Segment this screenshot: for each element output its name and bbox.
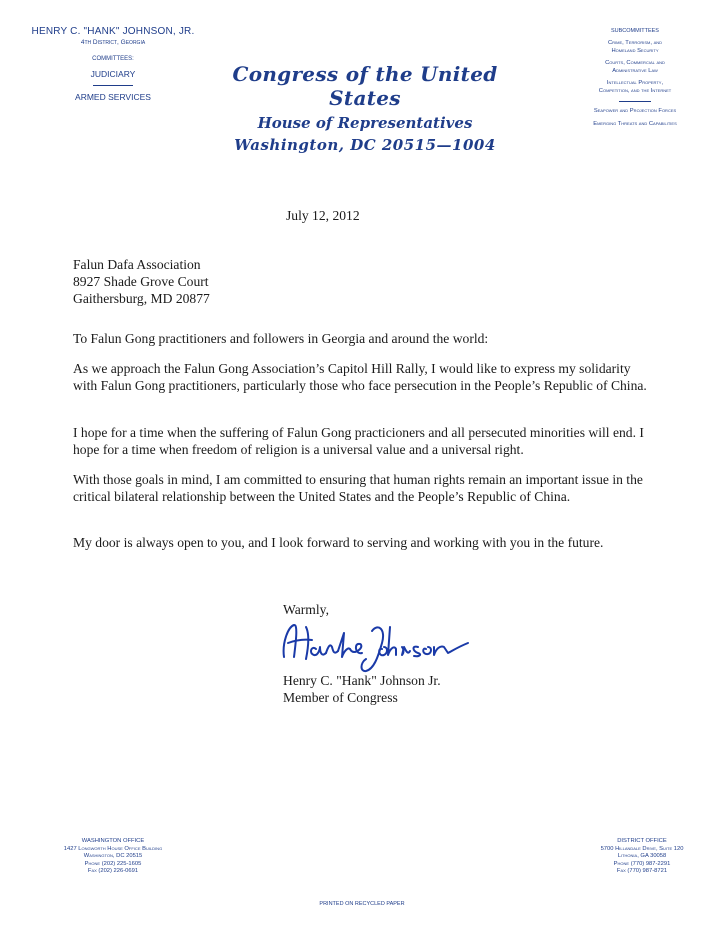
office-line: Phone (202) 225-1605	[84, 860, 142, 867]
salutation: To Falun Gong practitioners and followers in Georgia and around the world:	[73, 331, 489, 346]
signer-name: Henry C. "Hank" Johnson Jr.	[283, 673, 441, 688]
closing: Warmly,	[283, 602, 329, 617]
committee-divider	[93, 85, 133, 86]
city-zip: Washington, DC 20515—1004	[234, 136, 496, 154]
committee-judiciary: JUDICIARY	[90, 69, 136, 79]
address-line: Gaithersburg, MD 20877	[73, 291, 210, 306]
office-line: Fax (202) 226-0691	[87, 868, 139, 875]
recipient-address	[73, 256, 210, 307]
signer-block	[283, 672, 441, 706]
congress-title: Congress of the United States	[232, 62, 498, 110]
paragraph-3: With those goals in mind, I am committed to ensuring that human rights remain an important issue in the critical bilateral relationship between the United States and the People’s Republic of China.	[73, 472, 643, 504]
letterhead-center	[200, 62, 530, 154]
subcommittee-line: Homeland Security	[611, 47, 659, 54]
letter-date: July 12, 2012	[286, 208, 360, 223]
office-line: Fax (770) 987-8721	[616, 868, 668, 875]
office-line: 5700 Hillandale Drive, Suite 120	[600, 845, 684, 852]
committee-armed-services: ARMED SERVICES	[75, 92, 151, 102]
paragraph-2: I hope for a time when the suffering of Falun Gong practicioners and all persecuted minorities will end. I hope for a time when freedom of religion is a universal value and a universal right.	[73, 425, 644, 457]
district-label: 4th District, Georgia	[80, 39, 146, 46]
letterhead-left	[18, 26, 208, 102]
subcommittee-divider	[619, 101, 651, 102]
subcommittee-list-1	[560, 40, 710, 95]
subcommittee-list-2	[560, 108, 710, 128]
house-title: House of Representatives	[257, 114, 473, 132]
subcommittee-line: Competition, and the Internet	[598, 87, 672, 94]
office-line: DISTRICT OFFICE	[617, 838, 667, 844]
office-line: Phone (770) 987-2291	[613, 860, 671, 867]
paragraph-4: My door is always open to you, and I look forward to serving and working with you in the future.	[73, 535, 604, 550]
subcommittee-line: Crime, Terrorism, and	[607, 40, 663, 46]
office-line: Lithonia, GA 30058	[617, 853, 667, 860]
subcommittees-label: SUBCOMMITTEES	[611, 28, 659, 34]
washington-office	[28, 838, 198, 876]
paragraph-1: As we approach the Falun Gong Association’s Capitol Hill Rally, I would like to express my solidarity with Falun Gong practitioners, particularly those who face persecution in the People’s Republic of China.	[73, 361, 647, 393]
signer-title: Member of Congress	[283, 690, 398, 705]
subcommittee-line: Intellectual Property,	[606, 80, 664, 86]
office-line: WASHINGTON OFFICE	[81, 838, 145, 844]
office-line: 1427 Longworth House Office Building	[63, 845, 163, 852]
subcommittee-line: Seapower and Projection Forces	[593, 108, 677, 114]
signature-image	[278, 613, 478, 675]
office-line: Washington, DC 20515	[83, 853, 143, 860]
subcommittee-line: Administrative Law	[612, 67, 658, 74]
subcommittee-line: Emerging Threats and Capabilities	[593, 120, 677, 127]
letterhead-right	[560, 28, 710, 128]
representative-name: HENRY C. "HANK" JOHNSON, JR.	[31, 26, 195, 37]
recycled-paper-note: PRINTED ON RECYCLED PAPER	[319, 901, 405, 907]
address-line: 8927 Shade Grove Court	[73, 274, 209, 289]
subcommittee-line: Courts, Commercial and	[605, 60, 665, 66]
district-office	[572, 838, 712, 876]
address-line: Falun Dafa Association	[73, 257, 201, 272]
committees-label: COMMITTEES:	[92, 56, 134, 62]
